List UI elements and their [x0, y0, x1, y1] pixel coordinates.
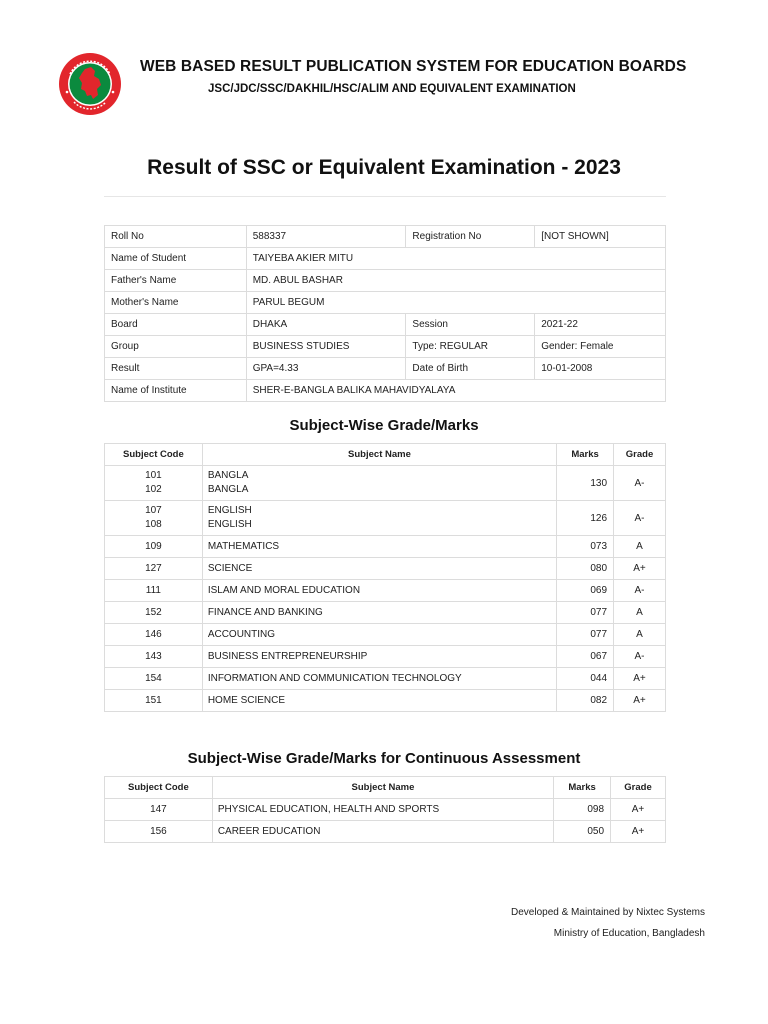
subject-code-cell: 152: [105, 602, 203, 624]
grade-cell: A-: [614, 466, 666, 501]
table-row: [105, 558, 666, 580]
grade-cell: A-: [614, 580, 666, 602]
subject-code-cell: 154: [105, 668, 203, 690]
board-value: DHAKA: [246, 314, 406, 336]
group-label: Group: [105, 336, 247, 358]
info-row-board: [105, 314, 666, 336]
marks-cell: 044: [557, 668, 614, 690]
grades-header-row: [105, 444, 666, 466]
student-name-label: Name of Student: [105, 248, 247, 270]
table-row: [105, 690, 666, 712]
grade-cell: A+: [611, 799, 666, 821]
subject-code-header: Subject Code: [105, 777, 213, 799]
grade-cell: A+: [614, 558, 666, 580]
title-divider: [104, 196, 666, 197]
subject-name-cell: ENGLISH ENGLISH: [202, 501, 556, 536]
info-row-institute: [105, 380, 666, 402]
subject-name-cell: CAREER EDUCATION: [212, 821, 553, 843]
result-value: GPA=4.33: [246, 358, 406, 380]
subject-name-cell: HOME SCIENCE: [202, 690, 556, 712]
continuous-assessment-table: [104, 776, 666, 843]
subject-code-cell: 146: [105, 624, 203, 646]
header-subtitle: JSC/JDC/SSC/DAKHIL/HSC/ALIM AND EQUIVALENT EXAMINATION: [208, 83, 576, 95]
board-label: Board: [105, 314, 247, 336]
marks-cell: 098: [554, 799, 611, 821]
info-row-roll: [105, 226, 666, 248]
grade-cell: A: [614, 602, 666, 624]
table-row: [105, 536, 666, 558]
marks-cell: 069: [557, 580, 614, 602]
grade-cell: A: [614, 624, 666, 646]
session-label: Session: [406, 314, 535, 336]
info-row-group: [105, 336, 666, 358]
subject-name-cell: PHYSICAL EDUCATION, HEALTH AND SPORTS: [212, 799, 553, 821]
table-row: [105, 668, 666, 690]
info-row-father: [105, 270, 666, 292]
bangladesh-govt-seal-icon: [58, 52, 122, 116]
marks-cell: 077: [557, 602, 614, 624]
student-info-table: [104, 225, 666, 402]
marks-cell: 080: [557, 558, 614, 580]
result-label: Result: [105, 358, 247, 380]
marks-cell: 067: [557, 646, 614, 668]
table-row: [105, 580, 666, 602]
group-value: BUSINESS STUDIES: [246, 336, 406, 358]
grade-cell: A-: [614, 646, 666, 668]
father-name-label: Father's Name: [105, 270, 247, 292]
page-header: [56, 50, 736, 120]
roll-label: Roll No: [105, 226, 247, 248]
subject-name-cell: ISLAM AND MORAL EDUCATION: [202, 580, 556, 602]
mother-name-value: PARUL BEGUM: [246, 292, 665, 314]
type-value: Type: REGULAR: [406, 336, 535, 358]
table-row: [105, 466, 666, 501]
grade-cell: A+: [614, 690, 666, 712]
subject-code-cell: 151: [105, 690, 203, 712]
table-row: [105, 624, 666, 646]
subject-code-cell: 101 102: [105, 466, 203, 501]
subject-code-cell: 107 108: [105, 501, 203, 536]
info-row-name: [105, 248, 666, 270]
info-row-mother: [105, 292, 666, 314]
grades-section-title: Subject-Wise Grade/Marks: [289, 417, 479, 434]
subject-name-cell: ACCOUNTING: [202, 624, 556, 646]
marks-header: Marks: [557, 444, 614, 466]
grade-header: Grade: [611, 777, 666, 799]
grade-cell: A-: [614, 501, 666, 536]
institute-label: Name of Institute: [105, 380, 247, 402]
table-row: [105, 821, 666, 843]
marks-cell: 130: [557, 466, 614, 501]
marks-cell: 073: [557, 536, 614, 558]
subject-code-cell: 127: [105, 558, 203, 580]
ministry-credit: Ministry of Education, Bangladesh: [553, 928, 705, 939]
subject-name-cell: BANGLA BANGLA: [202, 466, 556, 501]
registration-value: [NOT SHOWN]: [535, 226, 666, 248]
page-title: Result of SSC or Equivalent Examination - 2023: [147, 156, 621, 179]
marks-cell: 082: [557, 690, 614, 712]
gender-value: Gender: Female: [535, 336, 666, 358]
subject-name-cell: MATHEMATICS: [202, 536, 556, 558]
grade-header: Grade: [614, 444, 666, 466]
grade-cell: A: [614, 536, 666, 558]
subject-code-cell: 156: [105, 821, 213, 843]
marks-cell: 050: [554, 821, 611, 843]
mother-name-label: Mother's Name: [105, 292, 247, 314]
developer-credit: Developed & Maintained by Nixtec Systems: [511, 907, 705, 918]
table-row: [105, 646, 666, 668]
subject-code-cell: 111: [105, 580, 203, 602]
info-row-result: [105, 358, 666, 380]
ca-header-row: [105, 777, 666, 799]
subject-name-cell: FINANCE AND BANKING: [202, 602, 556, 624]
subject-name-header: Subject Name: [212, 777, 553, 799]
registration-label: Registration No: [406, 226, 535, 248]
subject-code-header: Subject Code: [105, 444, 203, 466]
session-value: 2021-22: [535, 314, 666, 336]
dob-value: 10-01-2008: [535, 358, 666, 380]
subject-grades-table: [104, 443, 666, 712]
ca-section-title: Subject-Wise Grade/Marks for Continuous Assessment: [187, 750, 581, 767]
subject-name-cell: BUSINESS ENTREPRENEURSHIP: [202, 646, 556, 668]
table-row: [105, 501, 666, 536]
header-title: WEB BASED RESULT PUBLICATION SYSTEM FOR EDUCATION BOARDS: [140, 58, 687, 75]
table-row: [105, 799, 666, 821]
dob-label: Date of Birth: [406, 358, 535, 380]
subject-name-cell: SCIENCE: [202, 558, 556, 580]
student-name-value: TAIYEBA AKIER MITU: [246, 248, 665, 270]
marks-cell: 126: [557, 501, 614, 536]
father-name-value: MD. ABUL BASHAR: [246, 270, 665, 292]
table-row: [105, 602, 666, 624]
subject-name-cell: INFORMATION AND COMMUNICATION TECHNOLOGY: [202, 668, 556, 690]
subject-code-cell: 109: [105, 536, 203, 558]
subject-name-header: Subject Name: [202, 444, 556, 466]
marks-cell: 077: [557, 624, 614, 646]
marks-header: Marks: [554, 777, 611, 799]
grade-cell: A+: [614, 668, 666, 690]
subject-code-cell: 147: [105, 799, 213, 821]
institute-value: SHER-E-BANGLA BALIKA MAHAVIDYALAYA: [246, 380, 665, 402]
grade-cell: A+: [611, 821, 666, 843]
subject-code-cell: 143: [105, 646, 203, 668]
roll-value: 588337: [246, 226, 406, 248]
